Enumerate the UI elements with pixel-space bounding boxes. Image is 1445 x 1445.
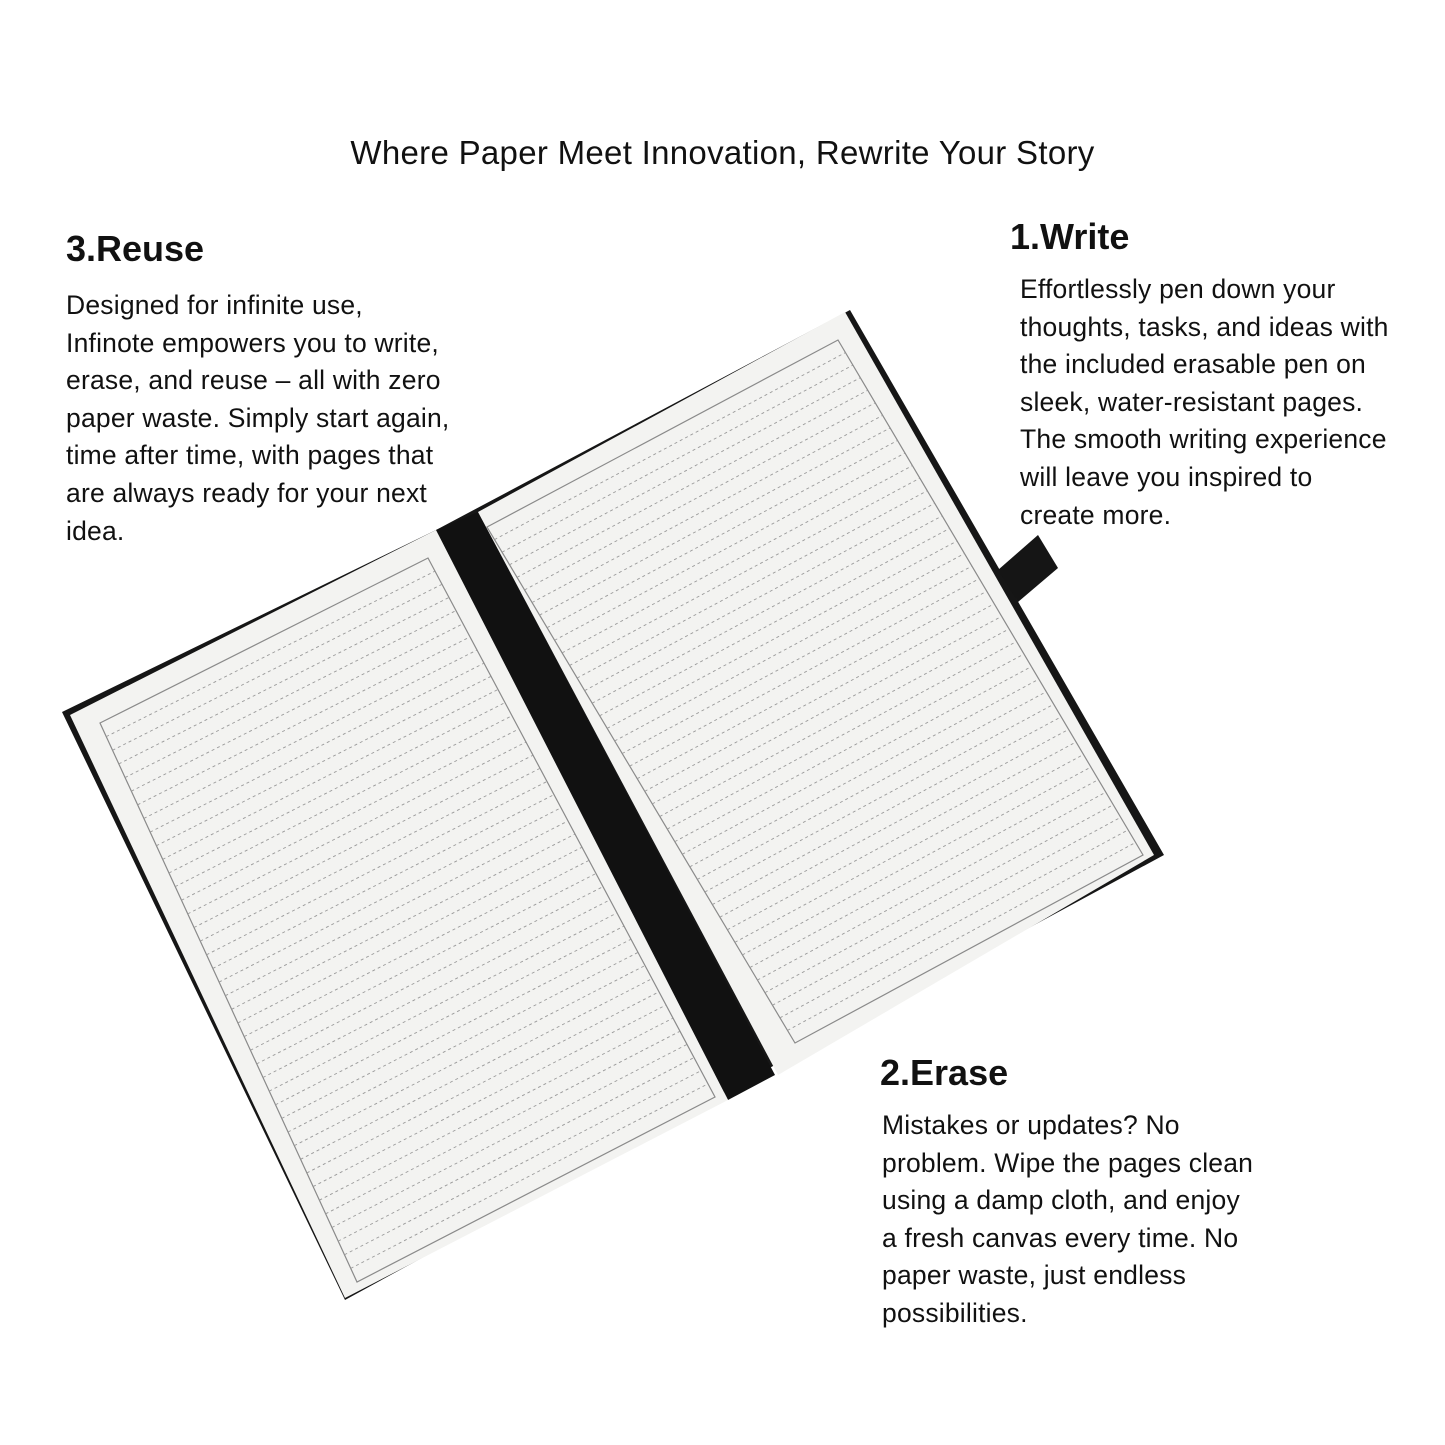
feature-erase-description — [880, 1107, 1300, 1333]
feature-erase-line: Mistakes or updates? No — [882, 1110, 1180, 1140]
feature-erase-line: a fresh canvas every time. No — [882, 1222, 1239, 1253]
feature-reuse-line: Infinote empowers you to write, — [66, 327, 439, 358]
feature-write-line: Effortlessly pen down your — [1020, 274, 1336, 304]
feature-reuse — [66, 228, 496, 550]
feature-write — [1010, 216, 1430, 534]
feature-reuse-line: time after time, with pages that — [66, 440, 434, 471]
feature-reuse-line: idea. — [66, 515, 125, 546]
feature-write-title: 1.Write — [1010, 216, 1130, 257]
feature-write-line: thoughts, tasks, and ideas with — [1020, 311, 1389, 342]
feature-write-description — [1010, 271, 1430, 534]
feature-reuse-line: Designed for infinite use, — [66, 290, 363, 320]
feature-reuse-description — [66, 287, 496, 550]
feature-write-line: The smooth writing experience — [1020, 424, 1387, 455]
feature-erase-line: problem. Wipe the pages clean — [882, 1147, 1254, 1178]
feature-reuse-title: 3.Reuse — [66, 228, 205, 269]
feature-reuse-line: paper waste. Simply start again, — [66, 402, 450, 433]
feature-write-line: the included erasable pen on — [1020, 349, 1366, 380]
feature-write-line: sleek, water-resistant pages. — [1020, 386, 1364, 417]
feature-erase-title: 2.Erase — [880, 1052, 1009, 1093]
feature-erase-line: paper waste, just endless — [882, 1260, 1187, 1291]
feature-reuse-line: are always ready for your next — [66, 477, 427, 508]
feature-reuse-line: erase, and reuse – all with zero — [66, 365, 441, 396]
feature-erase — [880, 1052, 1300, 1333]
feature-erase-line: possibilities. — [882, 1297, 1028, 1328]
feature-erase-line: using a damp cloth, and enjoy — [882, 1185, 1240, 1216]
page-headline: Where Paper Meet Innovation, Rewrite Your Story — [350, 134, 1095, 171]
feature-write-line: will leave you inspired to — [1020, 461, 1313, 492]
feature-write-line: create more. — [1020, 499, 1172, 530]
